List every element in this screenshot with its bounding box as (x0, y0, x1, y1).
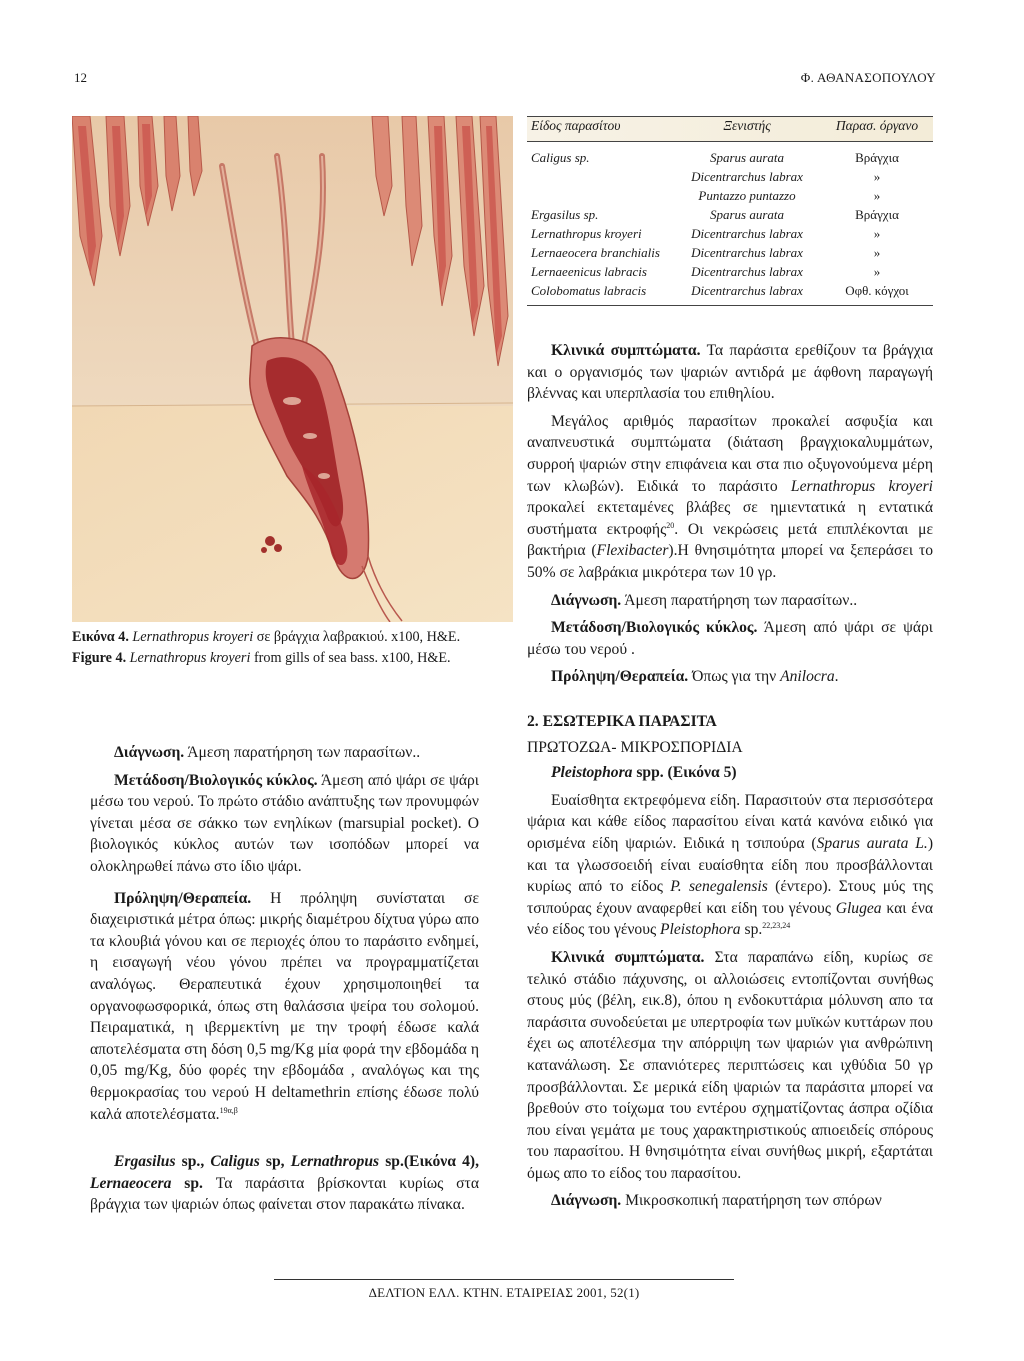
table-cell: Colobomatus labracis (531, 283, 647, 298)
section-subtitle: ΠΡΩΤΟΖΩΑ- ΜΙΚΡΟΣΠΟΡΙΔΙΑ (527, 738, 743, 756)
table-header-host: Ξενιστής (723, 118, 771, 133)
table-cell: Sparus aurata (709, 207, 785, 222)
paragraph-text: Άμεση παρατήρηση των παρασίτων.. (184, 744, 421, 761)
table-cell: Dicentrarchus labrax (691, 226, 803, 241)
species-name: Caligus (210, 1153, 260, 1171)
paragraph-text: . Οι νεκρώσεις μετά επιπλέκονται με βακτήρια ( (527, 520, 933, 560)
figure-caption-english (72, 648, 451, 668)
species-name: Sparus aurata L. (816, 834, 928, 852)
table-cell: » (873, 264, 881, 279)
run-in-heading: Διάγνωση. (114, 744, 185, 761)
table-cell: » (873, 226, 881, 241)
parasite-table (527, 116, 933, 306)
paragraph (527, 340, 933, 405)
reference-superscript: 19α,β (219, 1105, 238, 1115)
species-name: Pleistophora (551, 764, 633, 782)
paragraph-text: sp. (740, 921, 763, 939)
section-title: 2. ΕΣΩΤΕΡΙΚΑ ΠΑΡΑΣΙΤΑ (527, 713, 717, 730)
run-in-heading: Μετάδοση/Βιολογικός κύκλος. (114, 771, 318, 789)
figure-caption-greek (72, 627, 460, 647)
paragraph (527, 617, 933, 660)
table-cell: Dicentrarchus labrax (691, 245, 803, 260)
caption-species-en: Lernathropus kroyeri (129, 650, 251, 666)
paragraph-text: Τα παράσιτα βρίσκονται κυρίως στα βράγχια των ψαριών όπως φαίνεται στον παρακάτω πίνακα. (90, 1174, 479, 1214)
page-number: 12 (74, 70, 87, 85)
table-row (527, 263, 933, 282)
species-name: Ergasilus (114, 1153, 176, 1171)
table-row (527, 206, 933, 225)
table-cell: » (873, 169, 881, 184)
run-in-heading: sp., (175, 1153, 211, 1171)
paragraph (90, 742, 479, 764)
paragraph-text: ) και τα γλωσσοειδή είναι ευαίσθητα είδη που προσβάλλονται κυρίως από το είδος (527, 834, 934, 896)
paragraph-text: Ευαίσθητα εκτρεφόμενα είδη. Παρασιτούν στα περισσότερα ψάρια και κάθε είδος παρασίτου είναι κατά κανόνα ειδικό για ορισμένα είδη ψαριών. Ειδικά η τσιπούρα ( (527, 791, 933, 852)
caption-label-en: Figure 4. (72, 650, 127, 666)
run-in-heading: Διάγνωση. (551, 1192, 622, 1210)
species-name: Pleistophora (660, 921, 741, 939)
table-body (527, 142, 933, 306)
paragraph (527, 411, 933, 584)
run-in-heading: sp.(Εικόνα 4), (379, 1153, 479, 1171)
table-cell: Sparus aurata (709, 150, 785, 165)
paragraph-text: (έντερο). Στους μύς της τσιπούρας έχουν αναφερθεί και είδη του γένους (527, 878, 933, 917)
paragraph-text: Μεγάλος αριθμός παρασίτων προκαλεί ασφυξία και αναπνευστικά συμπτώματα (διάταση βραγχιοκαλυμμάτων, συρροή ψαριών στην επιφάνεια και στα πιο οξυγονούμενα μέρη των κλωβών). Ειδικά το παράσιτο (527, 412, 933, 495)
run-in-heading: sp, (259, 1153, 291, 1171)
run-in-heading: Κλινικά συμπτώματα. (551, 948, 705, 966)
paragraph (90, 888, 479, 1126)
right-column-lower (527, 711, 933, 1218)
paragraph-text: προκαλεί εκτεταμένες βλάβες σε ημιεντατικά η εντατικά συστήματα εκτροφής (527, 499, 933, 538)
table-cell: Dicentrarchus labrax (691, 264, 803, 279)
footer-rule (274, 1279, 734, 1280)
paragraph (90, 770, 479, 878)
paragraph-text: . (834, 668, 839, 686)
table-header-row (527, 116, 933, 142)
reference-superscript: 20 (666, 520, 675, 530)
running-header-author: Φ. ΑΘΑΝΑΣΟΠΟΥΛΟΥ (800, 70, 936, 85)
table-cell: Puntazzo puntazzo (698, 188, 796, 203)
run-in-heading: Μετάδοση/Βιολογικός κύκλος. (551, 619, 758, 637)
table-cell: Οφθ. κόγχοι (845, 283, 909, 298)
paragraph-text: Η πρόληψη συνίσταται σε διαχειριστικά μέτρα όπως: μικρής διαμέτρου δίχτυα γύρω απο τα κλουβιά γόνου και σε περιοχές όπου το παράσιτο ενδημεί, η εισαγωγή νέου γόνου πρέπει να προγραμματίζεται αναλόγως. Θεραπευτικά έχουν χρησιμοποιηθεί τα οργανοφωσφορικά, όπως στη θαλάσσια ψείρα του σολομού. Πειραματικά, η ιβερμεκτίνη με την τροφή έδωσε καλά αποτελέσματα στη δόση 0,5 mg/Kg μία φορά την εβδομάδα η 0,05 mg/Kg, δύο φορές την εβδομάδα , αναλόγως και της θερμοκρασίας του νερού Η deltamethrin επίσης έδωσε πολύ καλά αποτελέσματα. (90, 889, 479, 1123)
table-cell: » (873, 245, 881, 260)
caption-text-gr: σε βράγχια λαβρακιού. x100, H&E. (253, 629, 461, 645)
right-column-upper (527, 340, 933, 694)
caption-label-gr: Εικόνα 4. (72, 629, 129, 645)
run-in-heading: Πρόληψη/Θεραπεία. (551, 668, 689, 686)
paragraph-text: Όπως για την (688, 668, 781, 686)
journal-footer: ΔΕΛΤΙΟΝ ΕΛΛ. ΚΤΗΝ. ΕΤΑΙΡΕΙΑΣ 2001, 52(1) (368, 1285, 640, 1300)
table-row (527, 149, 933, 168)
run-in-heading: sp. (171, 1174, 203, 1192)
table-cell: » (873, 188, 881, 203)
table-row (527, 244, 933, 263)
paragraph-text: Άμεση από ψάρι σε ψάρι μέσω του νερού . (527, 619, 933, 658)
species-name: Anilocra (780, 668, 835, 686)
table-cell: Dicentrarchus labrax (691, 283, 803, 298)
table-row (527, 282, 933, 301)
paragraph-text: και ένα νέο είδος του γένους (527, 899, 934, 939)
table-row (527, 168, 933, 187)
table-cell: Βράγχια (855, 150, 899, 165)
paragraph-text: Άμεση παρατήρηση των παρασίτων.. (621, 591, 858, 609)
paragraph-text: ).Η θνησιμότητα μπορεί να ξεπεράσει το 50% σε λαβράκια μικρότερα των 10 γρ. (527, 542, 934, 581)
table-row (527, 225, 933, 244)
table-cell: Ergasilus sp. (531, 207, 599, 222)
paragraph (527, 1190, 933, 1212)
table-cell: Dicentrarchus labrax (691, 169, 803, 184)
run-in-heading: Κλινικά συμπτώματα. (551, 342, 701, 359)
table-row (527, 187, 933, 206)
table-cell: Caligus sp. (531, 150, 590, 165)
paragraph (527, 790, 933, 941)
subsection-heading-text: spp. (Εικόνα 5) (632, 764, 737, 782)
paragraph-text: Άμεση από ψάρι σε ψάρι μέσω του νερού. Το πρώτο στάδιο ανάπτυξης των προνυμφών γίνεται μέσα σε σάκκο των ενηλίκων (marsupial pocket). Ο βιολογικός κύκλος αυτών των ισοπόδων μπορεί να ολοκληρωθεί πάνω στο ίδιο ψάρι. (90, 771, 479, 875)
paragraph (527, 666, 933, 688)
table-header-organ: Παρασ. όργανο (835, 118, 919, 133)
paragraph-text: Τα παράσιτα ερεθίζουν τα βράγχια και ο οργανισμός των ψαριών αντιδρά με άφθονη παραγωγή βλέννας και υπερπλασία του επιθηλίου. (527, 342, 933, 403)
run-in-heading: Διάγνωση. (551, 591, 622, 609)
paragraph (527, 947, 933, 1185)
subsection-heading (527, 762, 933, 784)
species-name: Lernathropus (290, 1153, 380, 1171)
paragraph-text: Στα παραπάνω είδη, κυρίως σε τελικό στάδιο πάχυνσης, οι αλλοιώσεις εντοπίζονται συνήθως στους μύς (βέλη, εικ.8), όπου η ενδοκυττάρια μόλυνση απο τα παράσιτα συνοδεύεται με υπερτροφία των μυϊκών κυττάρων που έχει ως αποτέλεσμα την απόρριψη των ψαριών για ανθρώπινη κατανάλωση. Σε σπανιότερες περιπτώσεις και ιχθύδια 50 γρ προσβάλλονται. Σε μερικά είδη ψαριών τα παράσιτα μπορεί να βρεθούν στο τοίχωμα του εντέρου σχηματίζοντας άσπρα οζίδια που είναι γεμάτα με τους χαρακτηριστικούς απιοειδείς σπόρους του παρασίτου. Η θνησιμότητα είναι συνήθως μικρή, εξαρτάται όμως απο το είδος του παρασίτου. (527, 948, 933, 1182)
run-in-heading: Πρόληψη/Θεραπεία. (114, 889, 252, 907)
left-column (90, 742, 479, 1222)
caption-species-gr: Lernathropus kroyeri (132, 629, 254, 645)
paragraph-text: Μικροσκοπική παρατήρηση των σπόρων (621, 1192, 882, 1210)
paragraph (90, 1151, 479, 1216)
species-name: Lernathropus kroyeri (790, 477, 933, 495)
species-name: Lernaeocera (90, 1174, 172, 1192)
table-cell: Lernaeenicus labracis (531, 264, 647, 279)
reference-superscript: 22,23,24 (762, 921, 791, 931)
table-cell: Βράγχια (855, 207, 899, 222)
table-cell: Lernathropus kroyeri (531, 226, 642, 241)
table-header-parasite: Είδος παρασίτου (531, 118, 621, 133)
species-name: P. senegalensis (670, 878, 768, 896)
paragraph (527, 590, 933, 612)
species-name: Glugea (835, 899, 882, 917)
species-name: Flexibacter (596, 542, 669, 560)
micrograph-figure-4 (72, 116, 513, 622)
caption-text-en: from gills of sea bass. x100, H&E. (250, 650, 451, 666)
table-cell: Lernaeocera branchialis (531, 245, 660, 260)
